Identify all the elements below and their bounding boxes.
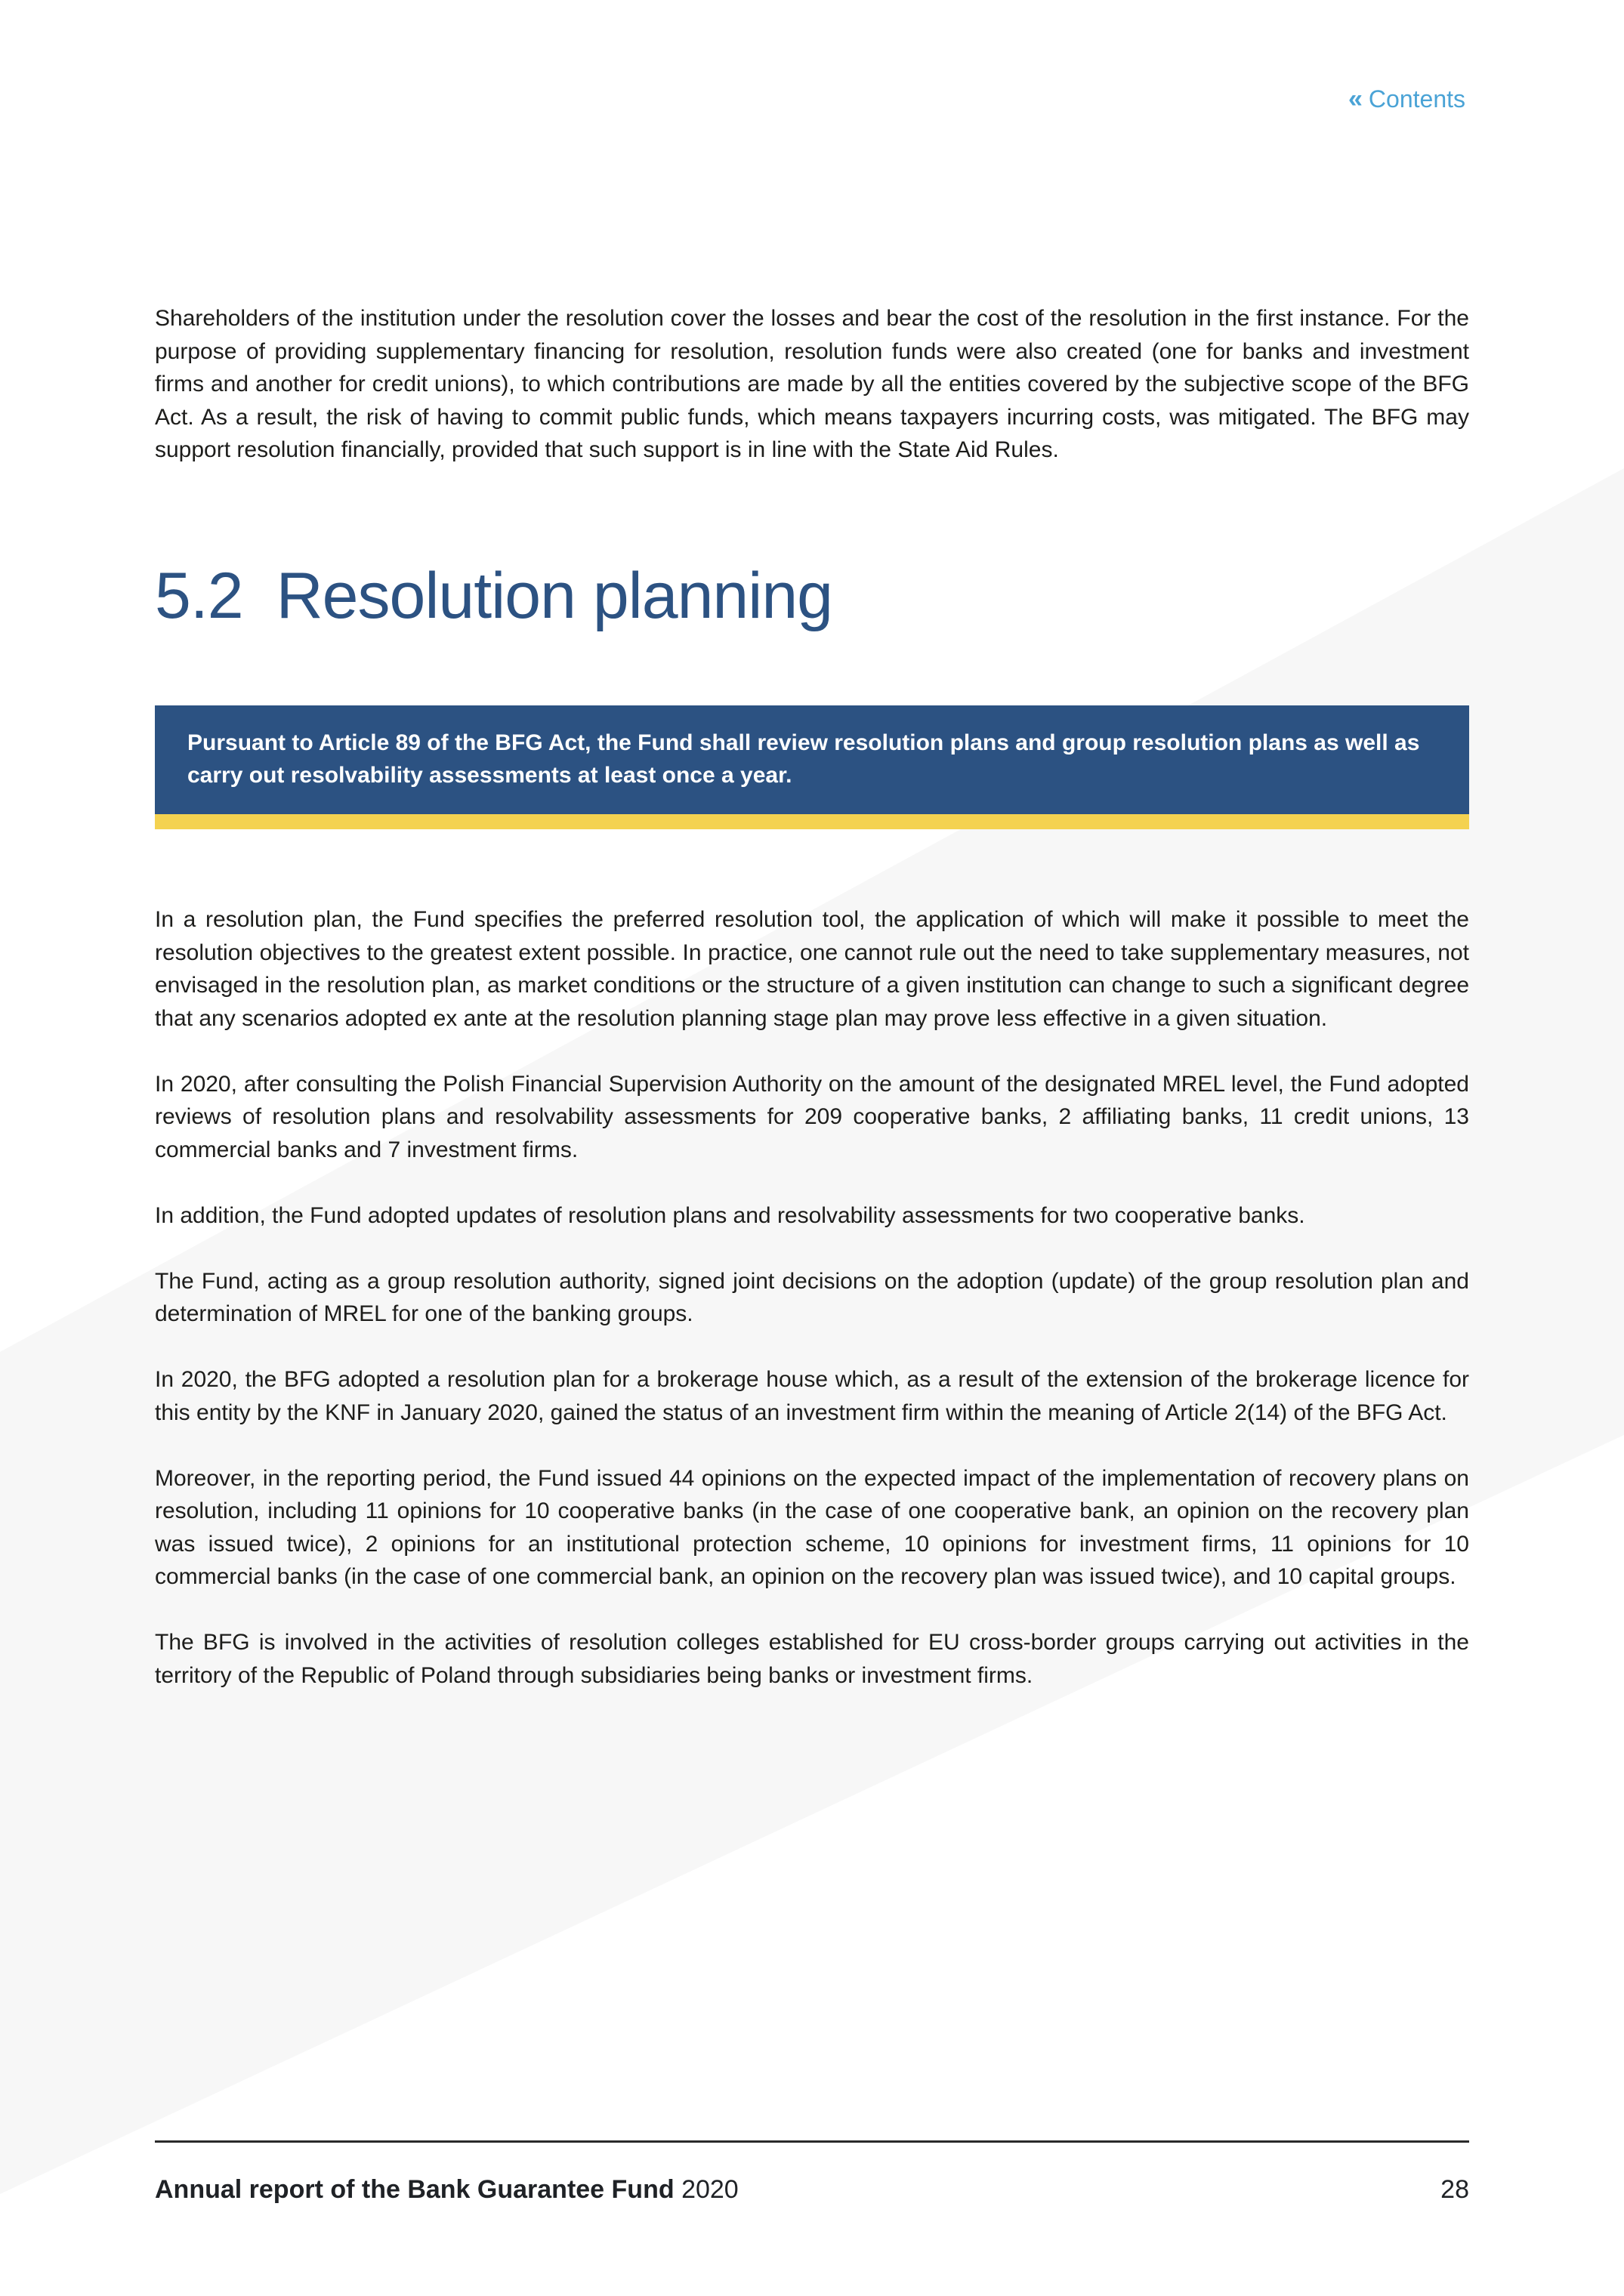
footer-report-title: [155, 2175, 739, 2205]
section-number: 5.2: [155, 560, 243, 632]
page-footer: [155, 2175, 1469, 2205]
footer-title-bold: Annual report of the Bank Guarantee Fund: [155, 2175, 675, 2204]
paragraph: In addition, the Fund adopted updates of resolution plans and resolvability assessments for two cooperative banks.: [155, 1202, 1305, 1228]
paragraph: The Fund, acting as a group resolution authority, signed joint decisions on the adoption (update) of the group resolution plan and determination of MREL for one of the banking groups.: [155, 1268, 1469, 1326]
page-number: 28: [1440, 2175, 1469, 2204]
intro-paragraph-block: [155, 302, 1469, 467]
section-title: Resolution planning: [276, 560, 833, 632]
section-heading: [155, 559, 832, 634]
paragraph: In a resolution plan, the Fund specifies the preferred resolution tool, the application of which will make it possible to meet the resolution objectives to the greatest extent possible. In practice, one cannot rule out the need to take supplementary measures, not envisaged in the resolution plan, as market conditions or the structure of a given institution can change to such a significant degree that any scenarios adopted ex ante at the resolution planning stage plan may prove less effective in a given situation.: [155, 907, 1469, 1031]
footer-year: 2020: [681, 2175, 739, 2204]
double-chevron-left-icon: «: [1348, 85, 1360, 113]
paragraph: In 2020, after consulting the Polish Financial Supervision Authority on the amount of the designated MREL level, the Fund adopted reviews of resolution plans and resolvability assessments for 209 cooperative banks, 2 affiliating banks, 11 credit unions, 13 commercial banks and 7 investment firms.: [155, 1071, 1469, 1162]
contents-link[interactable]: [1348, 85, 1465, 114]
contents-label: Contents: [1368, 85, 1465, 113]
callout-box: [155, 705, 1469, 829]
intro-paragraph: Shareholders of the institution under the resolution cover the losses and bear the cost of the resolution in the first instance. For the purpose of providing supplementary financing for resolution, resolution funds were also created (one for banks and investment firms and another for credit unions), to which contributions are made by all the entities covered by the subjective scope of the BFG Act. As a result, the risk of having to commit public funds, which means taxpayers incurring costs, was mitigated. The BFG may support resolution financially, provided that such support is in line with the State Aid Rules.: [155, 306, 1469, 462]
callout-accent-bar: [155, 814, 1469, 829]
body-paragraphs: [155, 903, 1469, 1692]
footer-divider: [155, 2140, 1469, 2143]
paragraph: Moreover, in the reporting period, the Fund issued 44 opinions on the expected impact of the implementation of recovery plans on resolution, including 11 opinions for 10 cooperative banks (in the case of one cooperative bank, an opinion on the recovery plan was issued twice), 2 opinions for an institutional protection scheme, 10 opinions for investment firms, 11 opinions for 10 commercial banks (in the case of one commercial bank, an opinion on the recovery plan was issued twice), and 10 capital groups.: [155, 1465, 1469, 1589]
paragraph: In 2020, the BFG adopted a resolution plan for a brokerage house which, as a result of the extension of the brokerage licence for this entity by the KNF in January 2020, gained the status of an investment firm within the meaning of Article 2(14) of the BFG Act.: [155, 1367, 1469, 1425]
paragraph: The BFG is involved in the activities of resolution colleges established for EU cross-border groups carrying out activities in the territory of the Republic of Poland through subsidiaries being banks or investment firms.: [155, 1630, 1469, 1688]
callout-text: Pursuant to Article 89 of the BFG Act, the Fund shall review resolution plans and group resolution plans as well as carry out resolvability assessments at least once a year.: [155, 705, 1469, 814]
